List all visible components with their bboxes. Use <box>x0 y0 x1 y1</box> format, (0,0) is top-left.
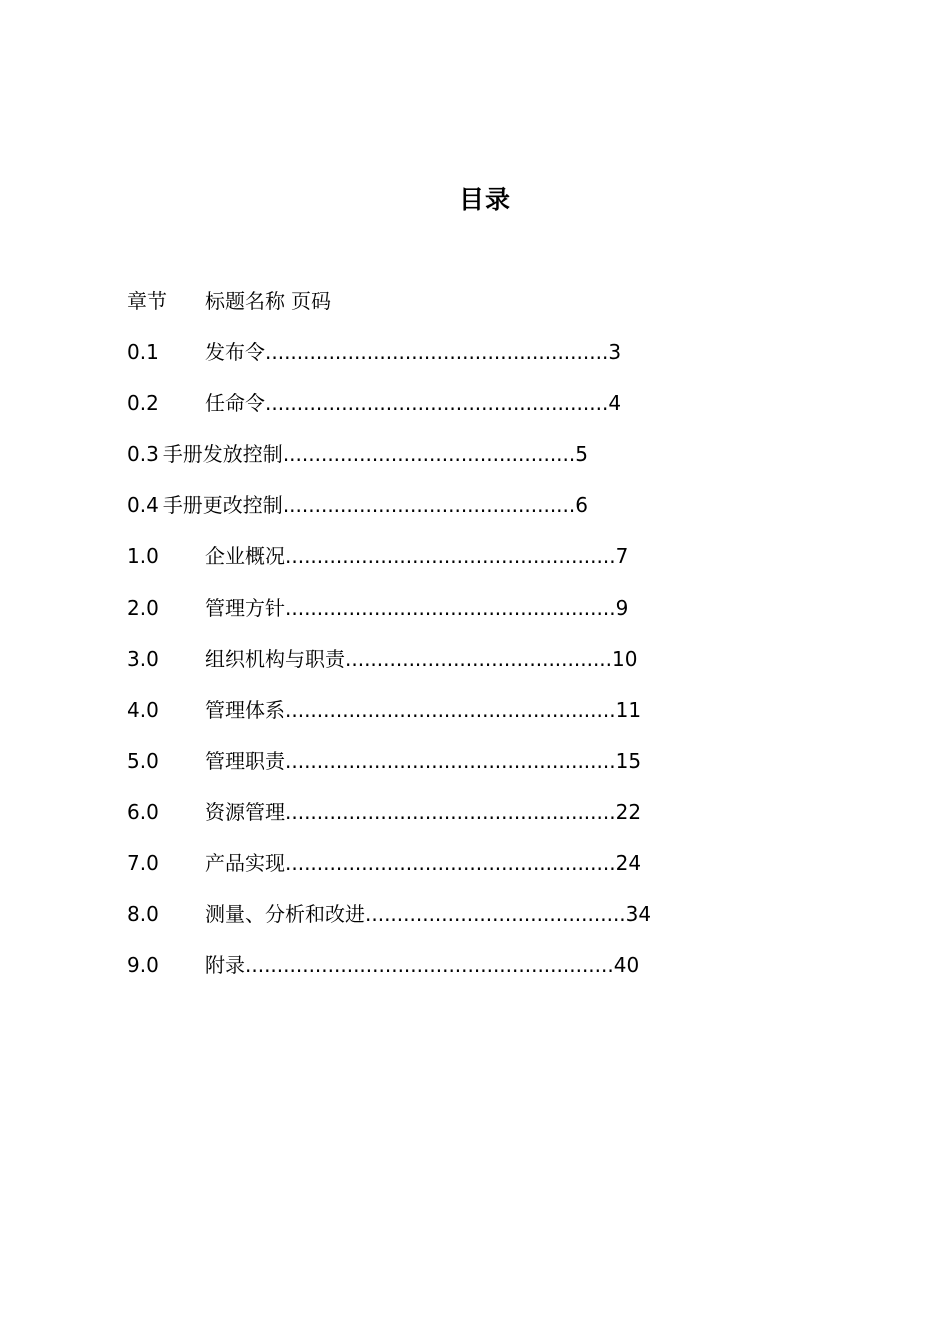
toc-entry[interactable] <box>127 948 827 999</box>
toc-entry-page: 6 <box>575 493 588 518</box>
toc-entry-leader: .................................................... <box>285 799 616 824</box>
toc-entry-number: 0.1 <box>127 340 159 365</box>
toc-entry[interactable] <box>127 795 827 846</box>
toc-entry-page: 11 <box>615 697 642 722</box>
toc-entry-number: 0.2 <box>127 391 159 416</box>
toc-entry-page: 7 <box>615 544 629 569</box>
toc-entry-title: 资源管理 <box>205 799 285 824</box>
toc-entry-page: 3 <box>608 340 622 365</box>
toc-entry-title: 手册发放控制 <box>162 442 283 467</box>
toc-entry-number: 8.0 <box>127 902 159 927</box>
toc-entry-title: 管理体系 <box>205 697 285 722</box>
toc-entry-leader: .................................................... <box>285 851 616 876</box>
toc-entry-number: 5.0 <box>127 748 159 773</box>
toc-entry-page: 24 <box>615 851 642 876</box>
toc-entry-title: 产品实现 <box>205 851 285 876</box>
toc-entry-title: 组织机构与职责 <box>205 646 345 671</box>
header-chapter: 章节 <box>127 289 167 313</box>
toc-entry[interactable] <box>127 386 827 437</box>
toc-entry-number: 4.0 <box>127 697 159 722</box>
page-title: 目录 <box>458 185 511 214</box>
toc-entry-title: 管理职责 <box>205 748 285 773</box>
toc-entry[interactable] <box>127 539 827 590</box>
toc-entry-page: 40 <box>613 953 640 978</box>
toc-entry-number: 7.0 <box>127 851 159 876</box>
toc-entry[interactable] <box>127 488 827 539</box>
toc-entry-leader: .................................................... <box>285 595 616 620</box>
toc-entry[interactable] <box>127 744 827 795</box>
toc-entry-leader: .............................................. <box>282 442 576 467</box>
toc-entry[interactable] <box>127 897 827 948</box>
toc-entry-number: 0.3 <box>127 442 159 467</box>
toc-entry[interactable] <box>127 591 827 642</box>
toc-entry-page: 9 <box>615 595 629 620</box>
toc-entry-leader: .............................................. <box>282 493 576 518</box>
toc-entry-leader: ...................................................... <box>265 391 609 416</box>
toc-entry-title: 企业概况 <box>205 544 285 569</box>
toc-entry-leader: .................................................... <box>285 748 616 773</box>
toc-entry-title: 附录 <box>205 953 245 978</box>
toc-entry-leader: .................................................... <box>285 697 616 722</box>
toc-entry-page: 5 <box>575 442 588 467</box>
toc-entry-number: 0.4 <box>127 493 159 518</box>
toc-entry-leader: .......................................... <box>345 646 613 671</box>
toc-entry-page: 15 <box>615 748 642 773</box>
toc-entry-title: 测量、分析和改进 <box>205 902 365 927</box>
toc-entry-leader: ...................................................... <box>265 340 609 365</box>
toc-entry-number: 6.0 <box>127 799 159 824</box>
toc-entry[interactable] <box>127 437 827 488</box>
toc-entry-page: 10 <box>612 646 638 671</box>
header-title-name: 标题名称 <box>205 289 285 313</box>
toc-header-row <box>127 284 827 335</box>
toc-entry[interactable] <box>127 846 827 897</box>
toc-entry-leader: .................................................... <box>285 544 616 569</box>
toc-entry-title: 发布令 <box>205 340 265 365</box>
table-of-contents <box>127 284 827 999</box>
header-page: 页码 <box>291 289 331 313</box>
toc-entry-number: 2.0 <box>127 595 159 620</box>
toc-entry-page: 4 <box>608 391 622 416</box>
toc-entry[interactable] <box>127 693 827 744</box>
toc-entry-number: 1.0 <box>127 544 159 569</box>
toc-entry-number: 9.0 <box>127 953 159 978</box>
toc-entry[interactable] <box>127 335 827 386</box>
toc-entry-leader: .......................................................... <box>245 953 614 978</box>
toc-entry-number: 3.0 <box>127 646 159 671</box>
toc-entry[interactable] <box>127 642 827 693</box>
toc-entry-leader: ......................................... <box>365 902 626 927</box>
toc-entry-page: 34 <box>625 902 652 927</box>
toc-entry-title: 管理方针 <box>205 595 285 620</box>
toc-entry-title: 任命令 <box>205 391 265 416</box>
toc-entry-title: 手册更改控制 <box>162 493 283 518</box>
toc-entry-page: 22 <box>615 799 642 824</box>
